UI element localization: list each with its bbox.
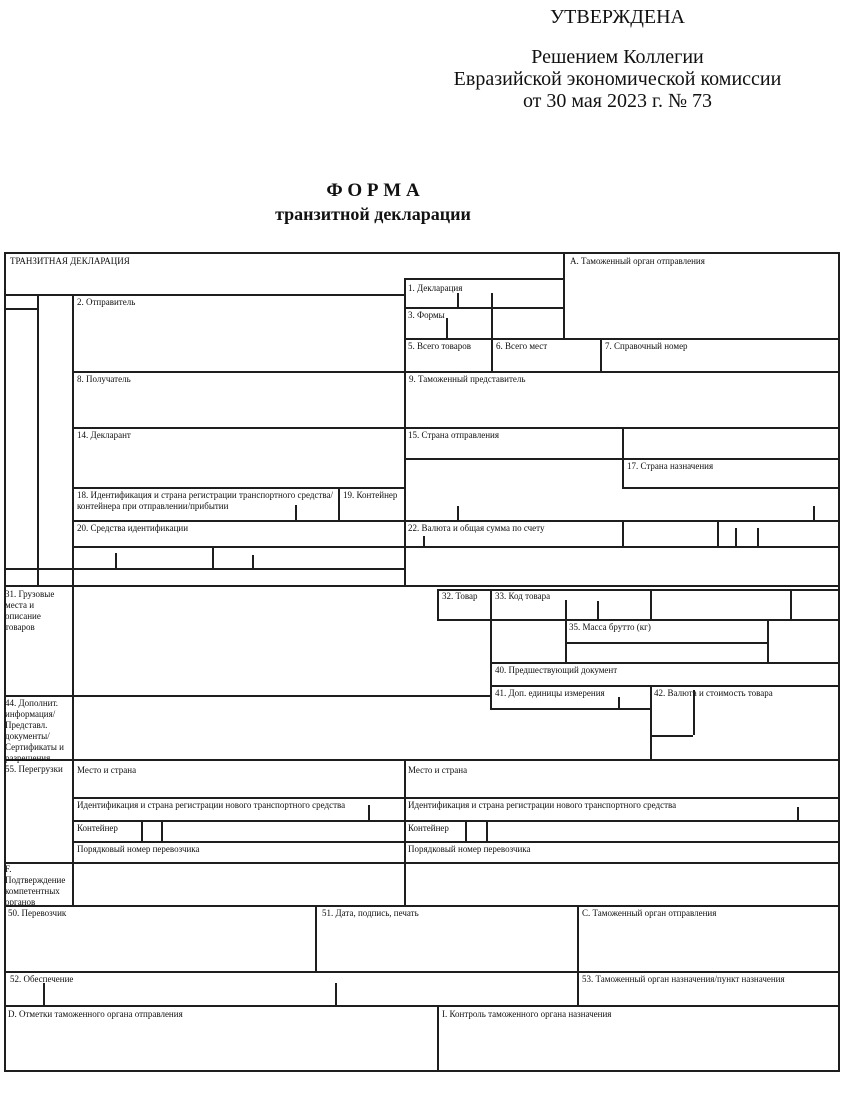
transshipment-place-label-left: Место и страна <box>77 765 137 775</box>
box-5-label: 5. Всего товаров <box>408 341 472 351</box>
box-40-label: 40. Предшествующий документ <box>495 665 618 675</box>
box-19-label: 19. Контейнер <box>343 490 398 500</box>
transshipment-carrier-label-right: Порядковый номер перевозчика <box>408 844 531 854</box>
box-7-label: 7. Справочный номер <box>605 341 688 351</box>
transshipment-container-label-right: Контейнер <box>408 823 449 833</box>
box-31-label: 31. Грузовые места и описание товаров <box>5 589 55 632</box>
transshipment-carrier-label-left: Порядковый номер перевозчика <box>77 844 200 854</box>
box-14-label: 14. Декларант <box>77 430 131 440</box>
form-heading: ТРАНЗИТНАЯ ДЕКЛАРАЦИЯ <box>10 256 130 266</box>
box-2-label: 2. Отправитель <box>77 297 136 307</box>
box-i-label: I. Контроль таможенного органа назначения <box>442 1009 612 1019</box>
approval-stamp-body <box>400 46 835 112</box>
box-44-label: 44. Дополнит. информация/ Представл. документы/ Сертификаты и разрешения <box>5 698 64 763</box>
box-d-label: D. Отметки таможенного органа отправления <box>8 1009 183 1019</box>
box-22-label: 22. Валюта и общая сумма по счету <box>408 523 545 533</box>
box-32-label: 32. Товар <box>442 591 478 601</box>
box-c-label: C. Таможенный орган отправления <box>582 908 717 918</box>
box-a-label: A. Таможенный орган отправления <box>570 256 705 266</box>
transshipment-place-label-right: Место и страна <box>408 765 468 775</box>
box-15-label: 15. Страна отправления <box>408 430 499 440</box>
box-50-label: 50. Перевозчик <box>8 908 67 918</box>
transshipment-container-label-left: Контейнер <box>77 823 118 833</box>
box-41-label: 41. Доп. единицы измерения <box>495 688 605 698</box>
box-52-label: 52. Обеспечение <box>10 974 74 984</box>
approval-line-3: от 30 мая 2023 г. № 73 <box>522 90 713 112</box>
box-17-label: 17. Страна назначения <box>627 461 714 471</box>
form-subtitle: транзитной декларации <box>275 204 471 224</box>
box-18-label: 18. Идентификация и страна регистрации транспортного средства/контейнера при отправлении/прибытии <box>77 490 333 511</box>
box-1-label: 1. Декларация <box>408 283 463 293</box>
box-20-label: 20. Средства идентификации <box>77 523 189 533</box>
box-55-label: 55. Перегрузки <box>5 764 63 774</box>
approval-stamp-title: УТВЕРЖДЕНА <box>549 6 686 28</box>
approval-line-2: Евразийской экономической комиссии <box>453 68 782 90</box>
box-f-label: F. Подтверждение компетентных органов <box>5 864 66 907</box>
box-9-label: 9. Таможенный представитель <box>409 374 526 384</box>
box-33-label: 33. Код товара <box>495 591 551 601</box>
box-35-label: 35. Масса брутто (кг) <box>569 622 651 632</box>
box-6-label: 6. Всего мест <box>496 341 548 351</box>
approval-line-1: Решением Коллегии <box>531 46 704 68</box>
form-title: Ф О Р М А <box>326 180 420 201</box>
box-53-label: 53. Таможенный орган назначения/пункт назначения <box>582 974 785 984</box>
box-8-label: 8. Получатель <box>77 374 131 384</box>
box-42-label: 42. Валюта и стоимость товара <box>654 688 773 698</box>
transshipment-ident-label-right: Идентификация и страна регистрации нового транспортного средства <box>408 800 677 810</box>
box-51-label: 51. Дата, подпись, печать <box>322 908 419 918</box>
transshipment-ident-label-left: Идентификация и страна регистрации нового транспортного средства <box>77 800 346 810</box>
box-3-label: 3. Формы <box>408 310 445 320</box>
